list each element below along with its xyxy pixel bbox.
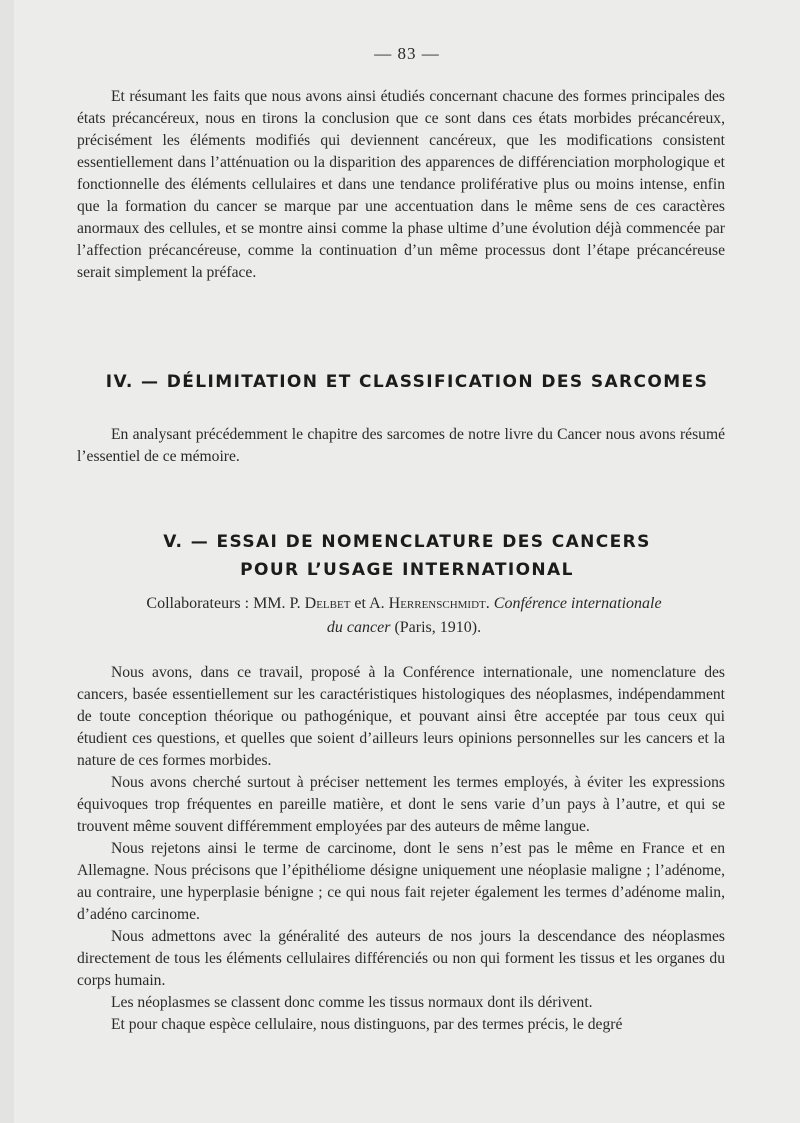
collab-mid: et A.: [354, 595, 385, 612]
section-5-body: [77, 662, 725, 1036]
section-5-paragraph-3: Nous rejetons ainsi le terme de carcinome, dont le sens n’est pas le même en France et en Allemagne. Nous précisons que l’épithéliome désigne uniquement une néoplasie maligne ; l’adénome, au contraire, une hyperplasie bénigne ; ce qui nous fait rejeter également les termes d’adénome malin, d’adéno carcinome.: [77, 840, 725, 923]
collab-work-title-cont: du cancer: [326, 619, 391, 636]
section-5-paragraph-5: Les néoplasmes se classent donc comme les tissus normaux dont ils dérivent.: [111, 994, 593, 1011]
scanned-page: [14, 0, 800, 1123]
collaborators-line: [104, 592, 704, 640]
collab-name-delbet: Delbet: [304, 595, 351, 612]
section-5-paragraph-1: Nous avons, dans ce travail, proposé à la Conférence internationale, une nomenclature des cancers, basée essentiellement sur les caractéristiques histologiques des néoplasmes, indépendamment de toute conception théorique ou pathogénique, et pouvant ainsi être acceptée par tous ceux qui étudient ces questions, et quelles que soient d’ailleurs leurs opinions personnelles sur les cancers et la nature de ces formes morbides.: [77, 664, 725, 769]
collab-name-herrenschmidt: Herrenschmidt: [388, 595, 486, 612]
section-5-heading-line1: V. — ESSAI DE NOMENCLATURE DES CANCERS: [163, 532, 651, 552]
section-5-paragraph-2: Nous avons cherché surtout à préciser nettement les termes employés, à éviter les expressions équivoques trop fréquentes en pareille matière, et dont le sens varie d’un pays à l’autre, et qui se trouvent même souvent différemment employées par des auteurs de même langue.: [77, 774, 725, 835]
section-5-paragraph-6: Et pour chaque espèce cellulaire, nous distinguons, par des termes précis, le degré: [111, 1016, 623, 1033]
section-5-heading-line2: POUR L’USAGE INTERNATIONAL: [240, 560, 574, 580]
section-4-paragraph: En analysant précédemment le chapitre des sarcomes de notre livre du Cancer nous avons résumé l’essentiel de ce mémoire.: [77, 426, 725, 465]
collab-place: (Paris, 1910).: [394, 619, 482, 636]
collab-prefix: Collaborateurs : MM. P.: [146, 595, 301, 612]
page-number: — 83 —: [374, 44, 440, 63]
section-4-heading: IV. — DÉLIMITATION ET CLASSIFICATION DES SARCOMES: [105, 372, 709, 392]
section-5-paragraph-4: Nous admettons avec la généralité des auteurs de nos jours la descendance des néoplasmes directement de tous les éléments cellulaires différenciés ou non qui forment les tissus et les organes du corps humain.: [77, 928, 725, 989]
intro-paragraph: Et résumant les faits que nous avons ainsi étudiés concernant chacune des formes principales des états précancéreux, nous en tirons la conclusion que ce sont dans ces états morbides précancéreux, précisément les éléments modifiés qui deviennent cancéreux, que les modifications consistent essentiellement dans l’atténuation ou la disparition des apparences de différenciation morphologique et fonctionnelle des éléments cellulaires et dans une tendance proliférative plus ou moins intense, enfin que la formation du cancer se marque par une accentuation dans le même sens de ces caractères anormaux des cellules, et se montre ainsi comme la phase ultime d’une évolution déjà commencée par l’affection précancéreuse, comme la continuation d’un même processus dont l’étape précancéreuse serait simplement la préface.: [77, 88, 725, 281]
collab-dot: .: [485, 595, 490, 612]
collab-work-title: Conférence internationale: [493, 595, 662, 612]
